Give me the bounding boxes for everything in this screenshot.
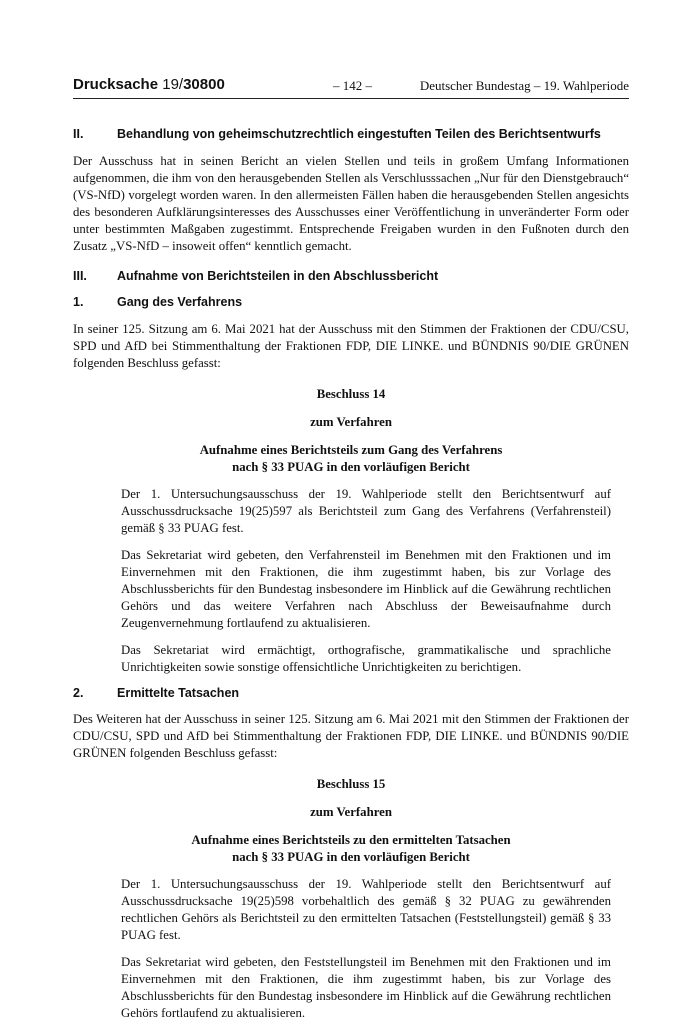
resolution-heading-line: Aufnahme eines Berichtsteils zum Gang des Verfahrens — [199, 443, 503, 457]
page-number: – 142 – — [333, 78, 372, 93]
resolution-title: Beschluss 15 — [316, 777, 386, 791]
resolution-heading-line: Aufnahme eines Berichtsteils zu den ermittelten Tatsachen — [191, 833, 511, 847]
resolution-paragraph: Der 1. Untersuchungsausschuss der 19. Wahlperiode stellt den Berichtsentwurf auf Ausschussdrucksache 19(25)598 vorbehaltlich des gemäß § 32 PUAG zu gewährenden rechtlichen Gehörs als Berichtsteil zu den ermittelten Tatsachen (Feststellungsteil) gemäß § 33 PUAG fest. — [121, 877, 611, 942]
drucksache-number: Drucksache 19/30800 — [73, 76, 225, 93]
paragraph: Des Weiteren hat der Ausschuss in seiner 125. Sitzung am 6. Mai 2021 mit den Stimmen der Fraktionen der CDU/CSU, SPD und AfD bei Stimmenthaltung der Fraktionen FDP, DIE LINKE. und BÜNDNIS 90/DIE GRÜNEN folgenden Beschluss gefasst: — [73, 712, 629, 760]
resolution-paragraph: Das Sekretariat wird gebeten, den Verfahrensteil im Benehmen mit den Fraktionen und im Einvernehmen mit den Fraktionen, die ihm zugestimmt haben, bis zur Vorlage des Abschlussberichts für den Bundestag insbesondere im Hinblick auf die Gewährung rechtlichen Gehörs und das weitere Verfahren nach Abschluss der Beweisaufnahme durch Zeugenvernehmung fortlaufend zu aktualisieren. — [121, 548, 611, 630]
resolution-paragraph: Der 1. Untersuchungsausschuss der 19. Wahlperiode stellt den Berichtsentwurf auf Ausschussdrucksache 19(25)597 als Berichtsteil zum Gang des Verfahrens (Verfahrensteil) gemäß § 33 PUAG fest. — [121, 487, 611, 535]
resolution-title: Beschluss 14 — [316, 387, 386, 401]
paragraph: In seiner 125. Sitzung am 6. Mai 2021 hat der Ausschuss mit den Stimmen der Fraktionen der CDU/CSU, SPD und AfD bei Stimmenthaltung der Fraktionen FDP, DIE LINKE. und BÜNDNIS 90/DIE GRÜNEN folgenden Beschluss gefasst: — [73, 322, 629, 370]
resolution-heading-line: nach § 33 PUAG in den vorläufigen Bericht — [232, 850, 470, 864]
resolution-subtitle: zum Verfahren — [310, 805, 392, 819]
resolution-subtitle: zum Verfahren — [310, 415, 392, 429]
resolution-paragraph: Das Sekretariat wird ermächtigt, orthografische, grammatikalische und sprachliche Unrichtigkeiten sowie sonstige offensichtliche Unrichtigkeiten zu berichtigen. — [121, 643, 611, 674]
page-content — [73, 127, 629, 1032]
section-heading-iii: III. Aufnahme von Berichtsteilen in den Abschlussbericht — [73, 269, 439, 283]
header-title: Deutscher Bundestag – 19. Wahlperiode — [419, 78, 629, 93]
section-heading-2: 2. Ermittelte Tatsachen — [73, 686, 240, 700]
section-heading-ii: II. Behandlung von geheimschutzrechtlich eingestuften Teilen des Berichtsentwurfs — [73, 127, 601, 141]
resolution-paragraph: Das Sekretariat wird gebeten, den Feststellungsteil im Benehmen mit den Fraktionen und im Einvernehmen mit den Fraktionen, die ihm zugestimmt haben, bis zur Vorlage des Abschlussberichts für den Bundestag insbesondere im Hinblick auf die Gewährung rechtlichen Gehörs fortlaufend zu aktualisieren. — [121, 955, 611, 1020]
paragraph: Der Ausschuss hat in seinen Bericht an vielen Stellen und teils in großem Umfang Informationen aufgenommen, die ihm von den herausgebenden Stellen als Verschlusssachen „Nur für den Dienstgebrauch“ (VS-NfD) vorgelegt worden waren. In den allermeisten Fällen haben die herausgebenden Stellen angesichts des besonderen Aufklärungsinteresses des Ausschusses einer Veröffentlichung in unveränderter Form oder unter bestimmten Maßgaben zugestimmt. Entsprechende Freigaben wurden in den Fußnoten durch den Zusatz „VS-NfD – insoweit offen“ kenntlich gemacht. — [73, 154, 629, 253]
section-heading-1: 1. Gang des Verfahrens — [73, 295, 243, 309]
resolution-heading-line: nach § 33 PUAG in den vorläufigen Bericht — [232, 460, 470, 474]
page-header — [73, 76, 629, 99]
